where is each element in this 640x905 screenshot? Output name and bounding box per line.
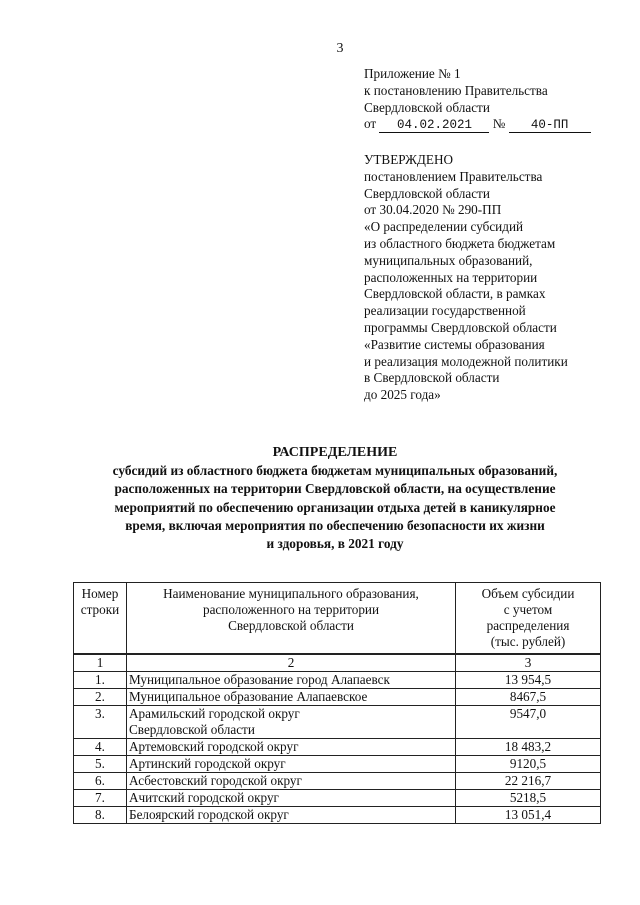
index-cell: 3 <box>456 654 601 672</box>
subsidy-amount: 9547,0 <box>456 706 601 739</box>
header-name <box>127 583 456 655</box>
index-cell: 2 <box>127 654 456 672</box>
row-number: 1. <box>74 672 127 689</box>
table-row <box>74 756 601 773</box>
table-row <box>74 807 601 824</box>
municipality-name-text: Ачитский городской округ <box>129 790 279 805</box>
municipality-name-text: Свердловской области <box>129 722 255 737</box>
row-number: 5. <box>74 756 127 773</box>
approved-line: муниципальных образований, <box>364 252 533 268</box>
approved-line: «Развитие системы образования <box>364 336 545 352</box>
page-number: 3 <box>336 41 344 56</box>
header-text: Номер <box>81 586 119 601</box>
municipality-name-text: Артинский городской округ <box>129 756 286 771</box>
table-row <box>74 773 601 790</box>
municipality-name <box>127 790 456 807</box>
header-text: строки <box>80 602 120 617</box>
title-line: расположенных на территории Свердловской области, на осуществление <box>114 481 556 497</box>
approved-line: Свердловской области <box>364 185 490 201</box>
subsidy-amount: 18 483,2 <box>456 739 601 756</box>
approved-line: до 2025 года» <box>364 387 441 403</box>
row-number: 6. <box>74 773 127 790</box>
title-line: и здоровья, в 2021 году <box>266 536 404 552</box>
approved-line: расположенных на территории <box>364 269 538 285</box>
row-number: 4. <box>74 739 127 756</box>
date-prefix: от <box>364 116 377 132</box>
approved-line: от 30.04.2020 № 290-ПП <box>364 202 502 218</box>
row-number: 2. <box>74 689 127 706</box>
approved-line: реализации государственной <box>364 303 526 319</box>
municipality-name <box>127 706 456 739</box>
document-title <box>60 444 610 553</box>
distribution-table <box>73 582 601 824</box>
municipality-name-text: Асбестовский городской округ <box>129 773 302 788</box>
subsidy-amount: 8467,5 <box>456 689 601 706</box>
municipality-name <box>127 756 456 773</box>
title-heading: РАСПРЕДЕЛЕНИЕ <box>272 445 398 460</box>
subsidy-amount: 22 216,7 <box>456 773 601 790</box>
header-text: Объем субсидии <box>481 586 575 601</box>
index-cell: 1 <box>74 654 127 672</box>
municipality-name <box>127 773 456 790</box>
header-text: Свердловской области <box>228 618 354 633</box>
approved-line: в Свердловской области <box>364 370 500 386</box>
municipality-name-text: Муниципальное образование город Алапаевск <box>129 672 390 687</box>
header-text: расположенного на территории <box>202 602 380 617</box>
approved-line: постановлением Правительства <box>364 168 543 184</box>
table-header-row <box>74 583 601 655</box>
header-num <box>74 583 127 655</box>
municipality-name-text: Муниципальное образование Алапаевское <box>129 689 368 704</box>
header-value <box>456 583 601 655</box>
title-line: время, включая мероприятия по обеспечению безопасности их жизни <box>125 517 545 533</box>
appendix-line: Свердловской области <box>364 99 490 115</box>
header-text: (тыс. рублей) <box>490 634 566 649</box>
decree-number: 40-ПП <box>509 118 591 133</box>
municipality-name-text: Белоярский городской округ <box>129 807 289 822</box>
header-text: Наименование муниципального образования, <box>163 586 419 601</box>
row-number: 3. <box>74 706 127 739</box>
municipality-name-text: Артемовский городской округ <box>129 739 299 754</box>
municipality-name-text: Арамильский городской округ <box>129 706 300 721</box>
table-row <box>74 790 601 807</box>
municipality-name <box>127 807 456 824</box>
approved-line: из областного бюджета бюджетам <box>364 235 556 251</box>
number-prefix: № <box>492 116 506 132</box>
decree-date: 04.02.2021 <box>379 118 489 133</box>
subsidy-amount: 13 954,5 <box>456 672 601 689</box>
municipality-name <box>127 672 456 689</box>
subsidy-amount: 13 051,4 <box>456 807 601 824</box>
table-row <box>74 672 601 689</box>
appendix-line: к постановлению Правительства <box>364 82 548 98</box>
subsidy-amount: 9120,5 <box>456 756 601 773</box>
row-number: 7. <box>74 790 127 807</box>
municipality-name <box>127 689 456 706</box>
row-number: 8. <box>74 807 127 824</box>
appendix-date-line <box>364 116 634 133</box>
table-row <box>74 689 601 706</box>
header-text: с учетом <box>503 602 553 617</box>
appendix-block <box>364 66 634 133</box>
approved-line: программы Свердловской области <box>364 319 557 335</box>
column-index-row <box>74 654 601 672</box>
approved-block <box>364 152 634 404</box>
approved-line: Свердловской области, в рамках <box>364 286 546 302</box>
approved-line: «О распределении субсидий <box>364 219 524 235</box>
header-text: распределения <box>486 618 570 633</box>
municipality-name <box>127 739 456 756</box>
table-row <box>74 739 601 756</box>
approved-line: и реализация молодежной политики <box>364 353 568 369</box>
approved-line: УТВЕРЖДЕНО <box>364 152 454 167</box>
title-line: субсидий из областного бюджета бюджетам муниципальных образований, <box>112 463 558 479</box>
title-line: мероприятий по обеспечению организации отдыха детей в каникулярное <box>114 499 556 515</box>
subsidy-amount: 5218,5 <box>456 790 601 807</box>
appendix-line: Приложение № 1 <box>364 66 461 81</box>
table-row <box>74 706 601 739</box>
